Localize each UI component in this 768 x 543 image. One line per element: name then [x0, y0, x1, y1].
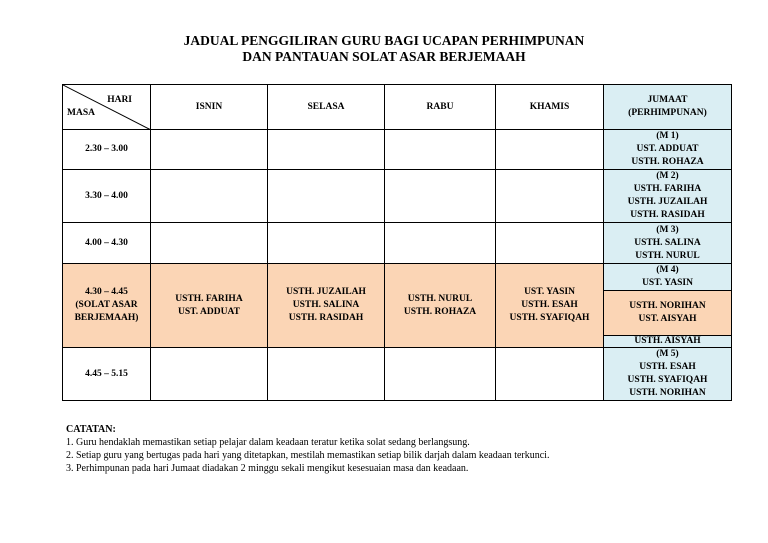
notes-title: CATATAN: — [66, 424, 116, 435]
table-row — [63, 223, 732, 264]
group-label: (M 5) — [656, 349, 679, 359]
day-header-rabu: RABU — [385, 85, 496, 130]
masa-cell: 3.30 – 4.00 — [63, 170, 151, 223]
empty-cell — [496, 130, 604, 170]
masa-cell: 4.45 – 5.15 — [63, 348, 151, 401]
teacher-name: UST. AISYAH — [638, 314, 697, 324]
masa-time: 4.30 – 4.45 — [85, 287, 128, 297]
teacher-name: USTH. SALINA — [292, 300, 360, 310]
teacher-name: USTH. JUZAILAH — [286, 287, 366, 297]
schedule-table — [62, 84, 732, 401]
empty-cell — [151, 170, 268, 223]
solat-cell-khamis — [496, 264, 604, 348]
day-header-khamis: KHAMIS — [496, 85, 604, 130]
perhimpunan-label: (PERHIMPUNAN) — [628, 108, 707, 118]
group-label: (M 2) — [656, 171, 679, 181]
teacher-name: UST. ADDUAT — [178, 306, 240, 317]
solat-cell-isnin — [151, 264, 268, 348]
jumaat-cell-m1 — [604, 130, 732, 170]
teacher-name: USTH. NURUL — [635, 250, 700, 261]
masa-note: (SOLAT ASAR — [75, 300, 138, 310]
day-header-selasa: SELASA — [268, 85, 385, 130]
empty-cell — [385, 223, 496, 264]
masa-label: MASA — [67, 108, 95, 118]
table-row — [63, 170, 732, 223]
document-title-line2: DAN PANTAUAN SOLAT ASAR BERJEMAAH — [242, 49, 526, 64]
masa-cell-solat — [63, 264, 151, 348]
jumaat-cell-m4 — [604, 264, 732, 291]
teacher-name: USTH. JUZAILAH — [627, 197, 708, 207]
group-label: (M 4) — [656, 265, 679, 275]
masa-cell: 2.30 – 3.00 — [63, 130, 151, 170]
teacher-name: USTH. NURUL — [407, 293, 473, 304]
table-row — [63, 130, 732, 170]
teacher-name: UST. ADDUAT — [636, 144, 699, 154]
jumaat-cell-m2 — [604, 170, 732, 223]
empty-cell — [151, 348, 268, 401]
corner-header-cell — [63, 85, 151, 130]
notes-section — [66, 423, 549, 475]
jumaat-label: JUMAAT — [647, 95, 688, 105]
empty-cell — [268, 130, 385, 170]
day-header-isnin: ISNIN — [151, 85, 268, 130]
teacher-name: UST. YASIN — [524, 287, 575, 297]
teacher-name: USTH. SYAFIQAH — [627, 375, 708, 385]
empty-cell — [496, 348, 604, 401]
empty-cell — [268, 223, 385, 264]
table-row-solat — [63, 264, 732, 291]
teacher-name: USTH. FARIHA — [175, 293, 243, 304]
teacher-name: UST. YASIN — [642, 278, 693, 288]
solat-cell-selasa — [268, 264, 385, 348]
masa-cell: 4.00 – 4.30 — [63, 223, 151, 264]
table-row — [63, 348, 732, 401]
teacher-name: USTH. RASIDAH — [630, 210, 705, 220]
header-row — [63, 85, 732, 130]
teacher-name: USTH. NORIHAN — [629, 301, 706, 311]
jumaat-cell-solat — [604, 291, 732, 336]
teacher-name: USTH. ESAH — [521, 300, 578, 310]
group-label: (M 3) — [656, 224, 679, 235]
note-item: 1. Guru hendaklah memastikan setiap pelajar dalam keadaan teratur ketika solat sedang berlangsung. — [66, 437, 470, 448]
teacher-name: USTH. SALINA — [634, 237, 701, 248]
teacher-name: USTH. NORIHAN — [629, 388, 706, 398]
teacher-name: USTH. ESAH — [639, 362, 696, 372]
teacher-name: USTH. FARIHA — [633, 184, 702, 194]
jumaat-cell-m3 — [604, 223, 732, 264]
note-item: 3. Perhimpunan pada hari Jumaat diadakan 2 minggu sekali mengikut kesesuaian masa dan keadaan. — [66, 463, 469, 474]
group-label: (M 1) — [656, 131, 679, 141]
empty-cell — [268, 348, 385, 401]
solat-cell-rabu — [385, 264, 496, 348]
empty-cell — [385, 348, 496, 401]
empty-cell — [151, 223, 268, 264]
empty-cell — [496, 170, 604, 223]
empty-cell — [151, 130, 268, 170]
jumaat-cell-m5 — [604, 348, 732, 401]
empty-cell — [385, 170, 496, 223]
teacher-name: USTH. RASIDAH — [288, 313, 364, 323]
empty-cell — [268, 170, 385, 223]
day-header-jumaat — [604, 85, 732, 130]
teacher-name: USTH. ROHAZA — [631, 157, 704, 167]
teacher-name: USTH. SYAFIQAH — [509, 313, 590, 323]
teacher-name: USTH. ROHAZA — [403, 306, 477, 317]
empty-cell — [496, 223, 604, 264]
document-title-line1: JADUAL PENGGILIRAN GURU BAGI UCAPAN PERHIMPUNAN — [183, 33, 585, 48]
empty-cell — [385, 130, 496, 170]
masa-note: BERJEMAAH) — [74, 313, 139, 323]
hari-label: HARI — [107, 95, 132, 105]
jumaat-cell-extra: USTH. AISYAH — [604, 336, 732, 348]
note-item: 2. Setiap guru yang bertugas pada hari yang ditetapkan, mestilah memastikan setiap bilik darjah dalam keadaan terkunci. — [66, 450, 550, 461]
